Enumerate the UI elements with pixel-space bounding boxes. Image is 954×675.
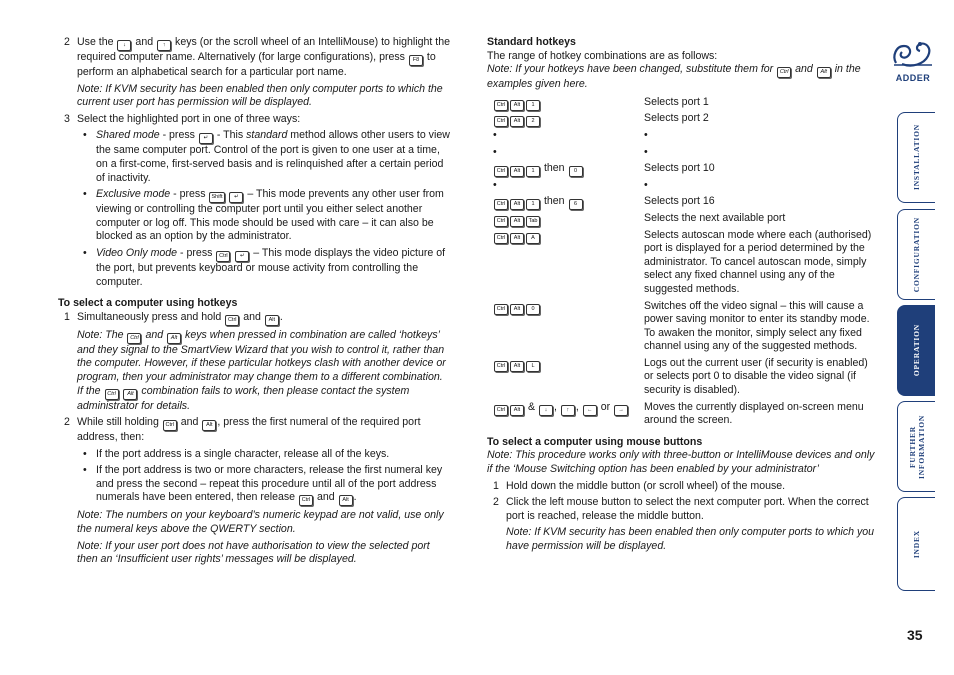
hotkey-row: Ctrl Alt L Logs out the current user (if security is enabled) or selects port 0 to disable the video signal (if security is disabled). — [487, 357, 879, 398]
down-arrow-key-icon: ↓ — [539, 405, 553, 416]
alt-key-icon: Alt — [339, 495, 353, 506]
left-column — [58, 36, 450, 567]
one-key-icon: 1 — [526, 166, 540, 177]
left-arrow-key-icon: ← — [583, 405, 597, 416]
zero-key-icon: 0 — [569, 166, 583, 177]
ctrl-key-icon: Ctrl — [105, 389, 119, 400]
ctrl-key-icon: Ctrl — [494, 361, 508, 372]
ellipsis-row: • • — [493, 178, 648, 191]
tab-further-information[interactable]: FURTHER INFORMATION — [897, 401, 935, 492]
enter-key-icon: ↵ — [199, 133, 213, 144]
ctrl-key-icon: Ctrl — [216, 251, 230, 262]
ctrl-key-icon: Ctrl — [494, 233, 508, 244]
bullet-single-char: • If the port address is a single character, release all of the keys. — [58, 448, 450, 462]
ctrl-key-icon: Ctrl — [494, 405, 508, 416]
alt-key-icon: Alt — [510, 166, 524, 177]
hotkey-row: Ctrl Alt 1 then 6 Selects port 16 — [487, 195, 879, 209]
one-key-icon: 1 — [526, 100, 540, 111]
tab-installation[interactable]: INSTALLATION — [897, 112, 935, 203]
heading-mouse-buttons: To select a computer using mouse buttons — [487, 435, 703, 448]
alt-key-icon: Alt — [510, 304, 524, 315]
enter-key-icon: ↵ — [229, 192, 243, 203]
ctrl-key-icon: Ctrl — [127, 333, 141, 344]
ctrl-key-icon: Ctrl — [225, 315, 239, 326]
ellipsis-row: • • — [493, 128, 648, 141]
alt-key-icon: Alt — [510, 216, 524, 227]
page-number: 35 — [907, 627, 923, 643]
alt-key-icon: Alt — [265, 315, 279, 326]
mouse-step-1: 1 Hold down the middle button (or scroll wheel) of the mouse. — [493, 479, 786, 492]
bullet-multi-char: • If the port address is two or more characters, release the first numeral key and press the second – repeat this procedure until all of the port address numerals have been entered, then release Ctrl and Alt . — [58, 464, 450, 506]
alt-key-icon: Alt — [817, 67, 831, 78]
alt-key-icon: Alt — [202, 420, 216, 431]
alt-key-icon: Alt — [510, 405, 524, 416]
note-mouse-security: Note: If KVM security has been enabled then only computer ports to which you have permission will be displayed. — [506, 526, 875, 552]
note-numeric-keypad: Note: The numbers on your keyboard’s numeric keypad are not valid, use only the numeral keys above the QWERTY section. — [77, 509, 444, 536]
tab-key-icon: Tab — [526, 216, 540, 227]
up-arrow-key-icon: ↑ — [157, 40, 171, 51]
alt-key-icon: Alt — [510, 100, 524, 111]
serpent-logo-icon — [890, 38, 936, 68]
bullet-exclusive-mode: • Exclusive mode - press Shift ↵ – This mode prevents any other user from viewing or controlling the computer port until you either select another computer or log off. This mode should be used with care – it can also be blocked as an option by the administrator. — [58, 188, 450, 244]
logo-text: ADDER — [895, 72, 931, 83]
note-substitute: Note: If your hotkeys have been changed, substitute them for Ctrl and Alt in the examples given here. — [487, 63, 861, 91]
alt-key-icon: Alt — [510, 116, 524, 127]
ctrl-key-icon: Ctrl — [494, 199, 508, 210]
right-column — [487, 36, 879, 554]
heading-standard-hotkeys: Standard hotkeys — [487, 36, 576, 48]
bullet-video-only-mode: • Video Only mode - press Ctrl ↵ – This mode displays the video picture of the port, but prevents keyboard or mouse activity from controlling the computer. — [58, 247, 450, 289]
note-insufficient-rights: Note: If your user port does not have authorisation to view the selected port then an ‘Insufficient user rights’ messages will be displayed. — [77, 539, 430, 566]
ctrl-key-icon: Ctrl — [163, 420, 177, 431]
ctrl-key-icon: Ctrl — [494, 100, 508, 111]
hotkey-table — [487, 96, 879, 428]
ctrl-key-icon: Ctrl — [777, 67, 791, 78]
right-arrow-key-icon: → — [614, 405, 628, 416]
tab-operation[interactable]: OPERATION — [897, 305, 935, 396]
hotkey-row: Ctrl Alt 2 Selects port 2 — [487, 112, 879, 126]
step-2: 2 Use the ↓ and ↑ keys (or the scroll wheel of an IntelliMouse) to highlight the required computer name. Alternatively (for large configurations), press F8 to perform an alphabetical search for a particular port name. — [64, 36, 451, 78]
hotkey-row: Ctrl Alt A Selects autoscan mode where each (authorised) port is displayed for a period determined by the administrator. To cancel autoscan mode, simply select any fixed channel using any of the suggested methods. — [487, 229, 879, 297]
shift-key-icon: Shift — [209, 192, 224, 203]
one-key-icon: 1 — [526, 199, 540, 210]
ctrl-key-icon: Ctrl — [299, 495, 313, 506]
note-mouse: Note: This procedure works only with three-button or IntelliMouse devices and only if the ‘Mouse Switching option has been enabled by your administrator’ — [487, 449, 875, 476]
tab-configuration[interactable]: CONFIGURATION — [897, 209, 935, 300]
alt-key-icon: Alt — [167, 333, 181, 344]
mouse-step-2: 2 Click the left mouse button to select the next computer port. When the correct port is reached, release the middle button. — [493, 496, 869, 522]
note-security: Note: If KVM security has been enabled then only computer ports to which the current user port has permission will be displayed. — [77, 82, 443, 109]
l-key-icon: L — [526, 361, 540, 372]
alt-key-icon: Alt — [510, 233, 524, 244]
ctrl-key-icon: Ctrl — [494, 116, 508, 127]
heading-hotkeys: To select a computer using hotkeys — [58, 297, 238, 310]
hotkey-step-2: 2 While still holding Ctrl and Alt , press the first numeral of the required port address, then: — [64, 416, 421, 444]
hotkey-row: Ctrl Alt 1 Selects port 1 — [487, 96, 879, 110]
adder-logo — [890, 38, 936, 83]
ctrl-key-icon: Ctrl — [494, 216, 508, 227]
zero-key-icon: 0 — [526, 304, 540, 315]
enter-key-icon: ↵ — [235, 251, 249, 262]
hotkey-step-1: 1 Simultaneously press and hold Ctrl and Alt . — [58, 311, 450, 326]
a-key-icon: A — [526, 233, 540, 244]
step-number: 2 — [64, 36, 70, 48]
hotkey-row: Ctrl Alt 1 then 0 Selects port 10 — [487, 162, 879, 176]
alt-key-icon: Alt — [510, 361, 524, 372]
hotkey-row: Ctrl Alt 0 Switches off the video signal – this will cause a power saving monitor to enter its standby mode. To awaken the monitor, simply select any fixed channel using any of the suggested methods. — [487, 300, 879, 354]
down-arrow-key-icon: ↓ — [117, 40, 131, 51]
bullet-shared-mode: • Shared mode - press ↵ - This standard method allows other users to view the same computer port. Control of the port is given to one user at a time, on a first-come, first-served basis and is relinquished after a certain period of inactivity. — [58, 129, 450, 185]
ctrl-key-icon: Ctrl — [494, 166, 508, 177]
step-3: 3 Select the highlighted port in one of three ways: — [64, 112, 301, 125]
up-arrow-key-icon: ↑ — [561, 405, 575, 416]
alt-key-icon: Alt — [510, 199, 524, 210]
six-key-icon: 6 — [569, 199, 583, 210]
ctrl-key-icon: Ctrl — [494, 304, 508, 315]
note-hotkeys: Note: The Ctrl and Alt keys when pressed in combination are called ‘hotkeys’ and they signal to the SmartView Wizard that you wish to control it, rather than the computer. However, if these particular hotkeys clash with another device or program, then your administrator may change them to a different combination. If the Ctrl Alt combination fails to work, then please contact the system administrator for details. — [77, 328, 446, 412]
f8-key-icon: F8 — [409, 55, 423, 66]
hotkeys-intro: The range of hotkey combinations are as follows: — [487, 49, 718, 62]
tab-index[interactable]: INDEX — [897, 497, 935, 591]
hotkey-row: Ctrl Alt Tab Selects the next available port — [487, 212, 879, 226]
alt-key-icon: Alt — [123, 389, 137, 400]
two-key-icon: 2 — [526, 116, 540, 127]
hotkey-row: Ctrl Alt & ↓ , ↑ , ← or → Moves the currently displayed on-screen menu around the screen. — [487, 401, 879, 428]
ellipsis-row: • • — [493, 145, 648, 158]
